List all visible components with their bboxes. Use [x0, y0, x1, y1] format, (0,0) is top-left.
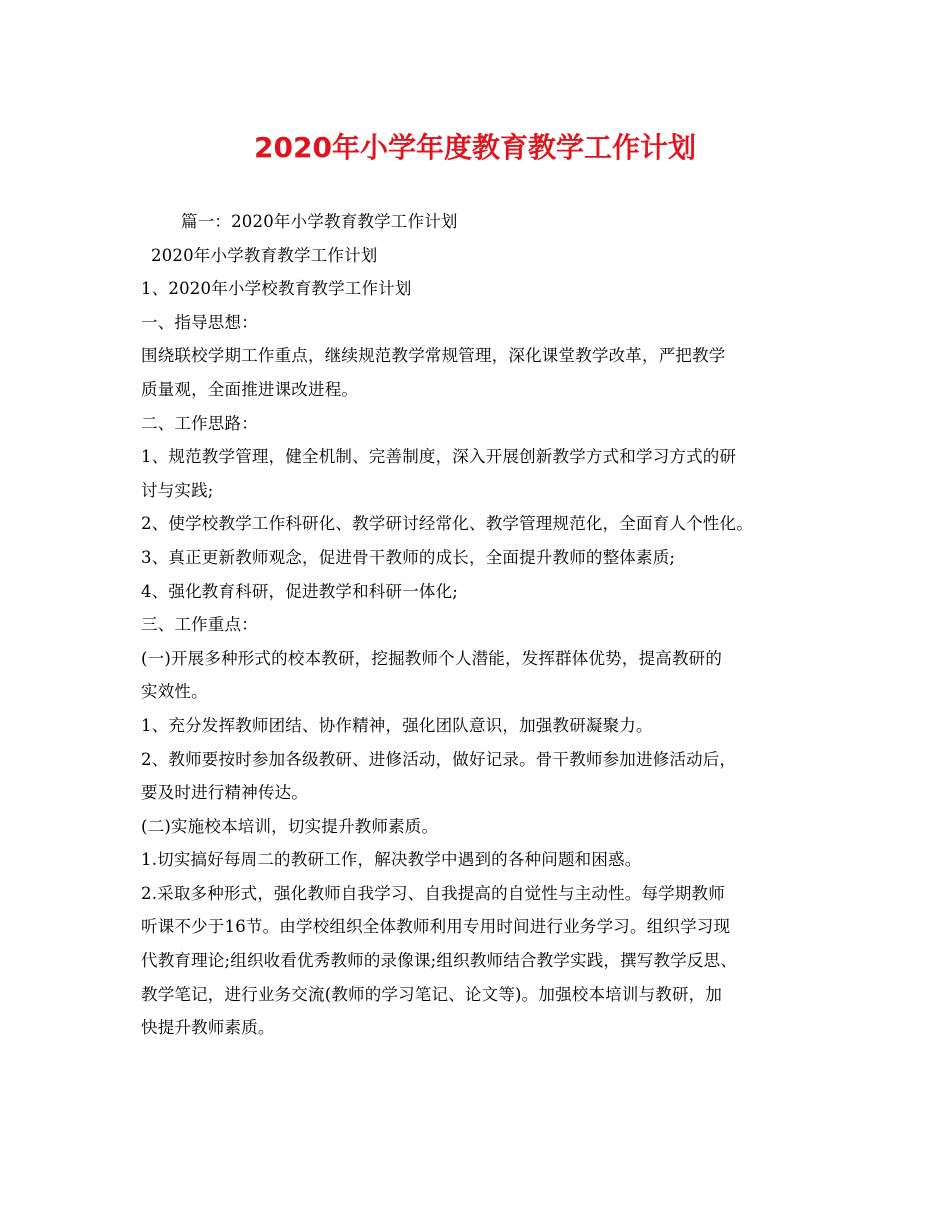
paragraph-line: (二)实施校本培训，切实提升教师素质。 [141, 816, 439, 836]
document-title: 2020年小学年度教育教学工作计划 [254, 131, 696, 164]
paragraph-line: 1、规范教学管理，健全机制、完善制度，深入开展创新教学方式和学习方式的研 [141, 447, 737, 467]
paragraph-line: 1、充分发挥教师团结、协作精神，强化团队意识，加强教研凝聚力。 [141, 715, 653, 735]
document-body [141, 205, 821, 1045]
paragraph-line: 要及时进行精神传达。 [141, 783, 308, 803]
paragraph-line: 快提升教师素质。 [141, 1018, 275, 1038]
paragraph-line: 4、强化教育科研，促进教学和科研一体化; [141, 581, 459, 601]
paragraph-line: 一、指导思想： [141, 312, 258, 332]
paragraph-line: 三、工作重点： [141, 615, 258, 635]
paragraph-line: 2020年小学教育教学工作计划 [151, 245, 378, 265]
paragraph-line: 围绕联校学期工作重点，继续规范教学常规管理，深化课堂教学改革，严把教学 [141, 346, 726, 366]
paragraph-line: 1、2020年小学校教育教学工作计划 [141, 279, 412, 299]
paragraph-line: 听课不少于16节。由学校组织全体教师利用专用时间进行业务学习。组织学习现 [141, 917, 731, 937]
paragraph-line: 2、教师要按时参加各级教研、进修活动，做好记录。骨干教师参加进修活动后， [141, 749, 737, 769]
paragraph-line: 代教育理论;组织收看优秀教师的录像课;组织教师结合教学实践，撰写教学反思、 [141, 951, 738, 971]
paragraph-line: 2、使学校教学工作科研化、教学研讨经常化、教学管理规范化，全面育人个性化。 [141, 514, 753, 534]
paragraph-line: (一)开展多种形式的校本教研，挖掘教师个人潜能，发挥群体优势，提高教研的 [141, 648, 723, 668]
paragraph-line: 实效性。 [141, 682, 208, 702]
paragraph-line: 质量观，全面推进课改进程。 [141, 379, 359, 399]
paragraph-line: 3、真正更新教师观念，促进骨干教师的成长，全面提升教师的整体素质; [141, 547, 676, 567]
paragraph-line: 篇一：2020年小学教育教学工作计划 [181, 212, 458, 231]
paragraph-line: 教学笔记，进行业务交流(教师的学习笔记、论文等)。加强校本培训与教研，加 [141, 984, 723, 1004]
paragraph-line: 二、工作思路： [141, 413, 258, 433]
paragraph-line: 2.采取多种形式，强化教师自我学习、自我提高的自觉性与主动性。每学期教师 [141, 883, 725, 903]
paragraph-line: 1.切实搞好每周二的教研工作，解决教学中遇到的各种问题和困惑。 [141, 850, 642, 870]
paragraph-line: 讨与实践; [141, 480, 214, 500]
